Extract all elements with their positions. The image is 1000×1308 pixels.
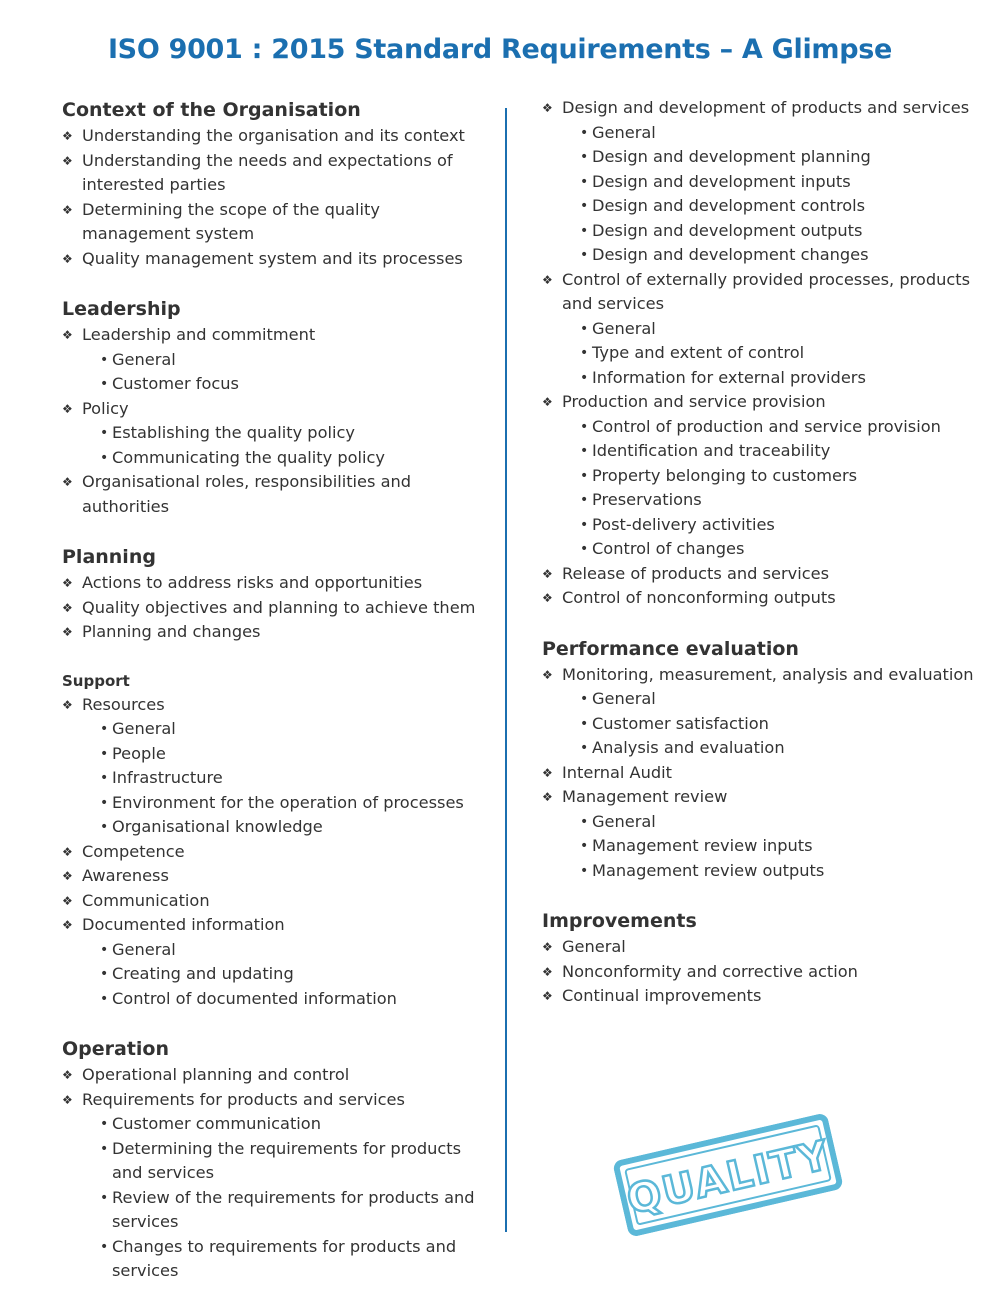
sub-item: [542, 687, 982, 712]
section-heading: Support: [62, 671, 130, 690]
sub-item: [542, 859, 982, 884]
list-item-text: Quality objectives and planning to achieve them: [82, 597, 476, 617]
sub-item-text: Management review inputs: [592, 836, 813, 855]
dot-bullet-icon: •: [100, 721, 109, 737]
sub-item-text: General: [112, 719, 176, 738]
sub-item: [542, 513, 982, 538]
dot-bullet-icon: •: [580, 443, 589, 459]
dot-bullet-icon: •: [100, 1140, 109, 1157]
sub-item-text: General: [112, 939, 176, 959]
list-item: [62, 693, 492, 718]
list-item-text: Understanding the needs and expectations of interested parties: [82, 150, 453, 194]
sub-item-text: Post-delivery activities: [592, 514, 775, 534]
sub-item: [62, 1235, 492, 1284]
list-item-text: Nonconformity and corrective action: [562, 961, 858, 981]
list-item-text: Planning and changes: [82, 622, 261, 641]
sub-item-text: Customer focus: [112, 374, 239, 393]
dot-bullet-icon: •: [580, 715, 589, 732]
sub-item: [62, 1137, 492, 1186]
sub-item: [542, 145, 982, 170]
sub-item: [62, 815, 492, 840]
diamond-bullet-icon: ❖: [62, 869, 73, 883]
list-item: [542, 390, 982, 415]
sub-item: [542, 194, 982, 219]
sub-item-text: Management review outputs: [592, 860, 825, 880]
list-item-text: Communication: [82, 890, 210, 910]
sub-item-text: Design and development changes: [592, 245, 869, 264]
list-item: [542, 562, 982, 587]
left-column: [62, 96, 492, 1308]
sub-item-text: Design and development inputs: [592, 171, 851, 191]
list-item-text: Operational planning and control: [82, 1065, 350, 1084]
list-item-text: Quality management system and its processes: [82, 248, 463, 268]
dot-bullet-icon: •: [580, 124, 589, 141]
sub-item: [542, 439, 982, 464]
diamond-bullet-icon: ❖: [542, 765, 553, 780]
dot-bullet-icon: •: [100, 1189, 109, 1206]
diamond-bullet-icon: ❖: [542, 667, 553, 682]
section: [542, 96, 982, 611]
diamond-bullet-icon: ❖: [62, 576, 73, 590]
sub-item-text: Type and extent of control: [592, 343, 805, 362]
sub-item: [62, 987, 492, 1012]
sub-item-text: Control of documented information: [112, 988, 397, 1008]
sub-item: [62, 446, 492, 471]
sub-item: [542, 219, 982, 244]
list-item: [542, 663, 982, 688]
section: [542, 635, 982, 884]
diamond-bullet-icon: ❖: [62, 251, 73, 266]
dot-bullet-icon: •: [580, 320, 589, 337]
section: [62, 669, 492, 1012]
sub-item: [62, 791, 492, 816]
diamond-bullet-icon: ❖: [542, 964, 553, 979]
sub-item-text: Identification and traceability: [592, 441, 831, 460]
list-item-text: Actions to address risks and opportunities: [82, 573, 423, 592]
sub-item-text: Property belonging to customers: [592, 465, 858, 485]
list-item: [62, 470, 492, 519]
list-item-text: Monitoring, measurement, analysis and evaluation: [562, 664, 974, 684]
sub-item-text: General: [592, 318, 656, 338]
diamond-bullet-icon: ❖: [542, 272, 553, 287]
list-item-text: Understanding the organisation and its context: [82, 126, 465, 145]
section-heading: Operation: [62, 1038, 170, 1060]
sub-item: [542, 464, 982, 489]
list-item-text: Production and service provision: [562, 392, 826, 411]
sub-item-text: General: [592, 689, 656, 708]
list-item-text: Determining the scope of the quality management system: [82, 199, 380, 243]
sub-item: [542, 712, 982, 737]
sub-item-text: Preservations: [592, 490, 702, 509]
diamond-bullet-icon: ❖: [62, 129, 73, 143]
sub-item-text: Design and development outputs: [592, 220, 863, 240]
dot-bullet-icon: •: [580, 492, 589, 508]
dot-bullet-icon: •: [580, 369, 589, 386]
section-heading: Performance evaluation: [542, 637, 799, 660]
dot-bullet-icon: •: [100, 1116, 109, 1132]
quality-stamp-icon: [612, 1112, 844, 1237]
diamond-bullet-icon: ❖: [542, 790, 553, 804]
list-item-text: Organisational roles, responsibilities and authorities: [82, 472, 412, 516]
sub-item: [542, 121, 982, 146]
dot-bullet-icon: •: [100, 745, 109, 762]
dot-bullet-icon: •: [580, 345, 589, 361]
diamond-bullet-icon: ❖: [62, 697, 73, 712]
dot-bullet-icon: •: [580, 838, 589, 854]
list-item-text: Requirements for products and services: [82, 1089, 405, 1109]
sub-item: [62, 962, 492, 987]
dot-bullet-icon: •: [580, 467, 589, 484]
list-item-text: Competence: [82, 841, 185, 861]
list-item: [542, 984, 982, 1009]
dot-bullet-icon: •: [100, 966, 109, 982]
dot-bullet-icon: •: [580, 740, 589, 756]
sub-item: [542, 317, 982, 342]
list-item: [542, 960, 982, 985]
dot-bullet-icon: •: [580, 541, 589, 557]
list-item-text: Internal Audit: [562, 762, 672, 782]
diamond-bullet-icon: ❖: [62, 401, 73, 416]
sub-item-text: Environment for the operation of processes: [112, 792, 464, 812]
dot-bullet-icon: •: [580, 418, 589, 435]
dot-bullet-icon: •: [580, 813, 589, 830]
dot-bullet-icon: •: [100, 990, 109, 1007]
dot-bullet-icon: •: [580, 691, 589, 707]
section: [62, 1035, 492, 1284]
list-item: [62, 571, 492, 596]
section-heading: Improvements: [542, 910, 697, 932]
diamond-bullet-icon: ❖: [62, 475, 73, 489]
dot-bullet-icon: •: [580, 247, 589, 263]
sub-item-text: Changes to requirements for products and services: [112, 1236, 457, 1280]
dot-bullet-icon: •: [100, 770, 109, 786]
sub-item-text: Design and development controls: [592, 196, 866, 215]
dot-bullet-icon: •: [100, 376, 109, 392]
sub-item: [542, 170, 982, 195]
stamp-text: QUALITY: [622, 1132, 835, 1224]
sub-item-text: Information for external providers: [592, 367, 866, 387]
list-item-text: Control of nonconforming outputs: [562, 588, 836, 607]
sub-item-text: Infrastructure: [112, 768, 223, 787]
sub-item-text: Determining the requirements for products and services: [112, 1138, 462, 1182]
list-item-text: Documented information: [82, 915, 285, 934]
diamond-bullet-icon: ❖: [542, 566, 553, 581]
diamond-bullet-icon: ❖: [62, 600, 73, 615]
sub-item: [542, 810, 982, 835]
list-item-text: Release of products and services: [562, 563, 829, 583]
sub-item-text: General: [592, 811, 656, 831]
list-item: [62, 596, 492, 621]
sub-item: [542, 537, 982, 562]
diamond-bullet-icon: ❖: [62, 625, 73, 639]
diamond-bullet-icon: ❖: [542, 989, 553, 1003]
diamond-bullet-icon: ❖: [62, 893, 73, 908]
sub-item-text: General: [592, 122, 656, 142]
diamond-bullet-icon: ❖: [62, 328, 73, 342]
sub-item-text: Organisational knowledge: [112, 817, 323, 836]
list-item: [62, 198, 492, 247]
sub-item-text: General: [112, 349, 176, 369]
sub-item-text: Customer satisfaction: [592, 713, 769, 733]
list-item: [62, 840, 492, 865]
dot-bullet-icon: •: [580, 149, 589, 165]
sub-item-text: People: [112, 743, 166, 763]
section-heading: Leadership: [62, 298, 181, 320]
sub-item: [542, 415, 982, 440]
diamond-bullet-icon: ❖: [62, 202, 73, 217]
dot-bullet-icon: •: [100, 941, 109, 958]
sub-item-text: Customer communication: [112, 1114, 321, 1133]
list-item: [62, 889, 492, 914]
list-item: [62, 620, 492, 645]
section-heading: Planning: [62, 546, 156, 568]
list-item: [62, 397, 492, 422]
list-item: [542, 96, 982, 121]
sub-item: [542, 243, 982, 268]
sub-item: [62, 766, 492, 791]
list-item-text: Continual improvements: [562, 986, 762, 1005]
section: [62, 295, 492, 519]
sub-item: [542, 366, 982, 391]
sub-item: [62, 348, 492, 373]
sub-item: [62, 421, 492, 446]
sub-item: [62, 742, 492, 767]
sub-item-text: Control of changes: [592, 539, 745, 558]
diamond-bullet-icon: ❖: [542, 591, 553, 605]
dot-bullet-icon: •: [100, 819, 109, 835]
dot-bullet-icon: •: [100, 425, 109, 441]
diamond-bullet-icon: ❖: [542, 395, 553, 409]
sub-item-text: Design and development planning: [592, 147, 871, 166]
sub-item: [542, 488, 982, 513]
sub-item: [62, 372, 492, 397]
diamond-bullet-icon: ❖: [62, 1068, 73, 1082]
sub-item: [62, 1186, 492, 1235]
list-item: [542, 586, 982, 611]
sub-item: [62, 938, 492, 963]
list-item-text: Awareness: [82, 866, 169, 885]
section-heading: Context of the Organisation: [62, 99, 361, 121]
sub-item: [542, 341, 982, 366]
dot-bullet-icon: •: [580, 198, 589, 214]
diamond-bullet-icon: ❖: [62, 1092, 73, 1107]
sub-item: [62, 717, 492, 742]
list-item: [62, 1088, 492, 1113]
list-item: [62, 323, 492, 348]
sub-item-text: Review of the requirements for products and services: [112, 1187, 475, 1231]
list-item-text: Resources: [82, 694, 165, 714]
sub-item-text: Analysis and evaluation: [592, 738, 785, 757]
page-title: ISO 9001 : 2015 Standard Requirements – A Glimpse: [107, 34, 893, 65]
dot-bullet-icon: •: [100, 351, 109, 368]
dot-bullet-icon: •: [100, 794, 109, 811]
dot-bullet-icon: •: [100, 1238, 109, 1255]
sub-item-text: Communicating the quality policy: [112, 447, 385, 467]
list-item: [62, 247, 492, 272]
diamond-bullet-icon: ❖: [62, 844, 73, 859]
sub-item: [542, 736, 982, 761]
sub-item: [62, 1112, 492, 1137]
diamond-bullet-icon: ❖: [542, 940, 553, 954]
sub-item: [542, 834, 982, 859]
sub-item-text: Control of production and service provision: [592, 416, 941, 436]
dot-bullet-icon: •: [580, 222, 589, 239]
dot-bullet-icon: •: [580, 173, 589, 190]
list-item-text: General: [562, 937, 626, 956]
dot-bullet-icon: •: [100, 449, 109, 466]
list-item: [62, 149, 492, 198]
list-item-text: Leadership and commitment: [82, 325, 316, 344]
dot-bullet-icon: •: [580, 862, 589, 879]
section: [62, 96, 492, 271]
list-item: [542, 761, 982, 786]
diamond-bullet-icon: ❖: [62, 153, 73, 168]
list-item: [542, 935, 982, 960]
dot-bullet-icon: •: [580, 516, 589, 533]
diamond-bullet-icon: ❖: [62, 918, 73, 932]
list-item: [62, 124, 492, 149]
list-item: [542, 785, 982, 810]
diamond-bullet-icon: ❖: [542, 101, 553, 115]
sub-item-text: Establishing the quality policy: [112, 423, 355, 442]
sub-item-text: Creating and updating: [112, 964, 294, 983]
list-item: [62, 913, 492, 938]
list-item-text: Design and development of products and services: [562, 98, 970, 117]
list-item: [62, 864, 492, 889]
right-column: [542, 96, 982, 1033]
list-item-text: Control of externally provided processes, products and services: [562, 269, 971, 313]
list-item-text: Management review: [562, 787, 728, 806]
section: [542, 907, 982, 1009]
section: [62, 543, 492, 645]
list-item-text: Policy: [82, 398, 129, 418]
list-item: [542, 268, 982, 317]
list-item: [62, 1063, 492, 1088]
column-divider: [505, 108, 507, 1232]
